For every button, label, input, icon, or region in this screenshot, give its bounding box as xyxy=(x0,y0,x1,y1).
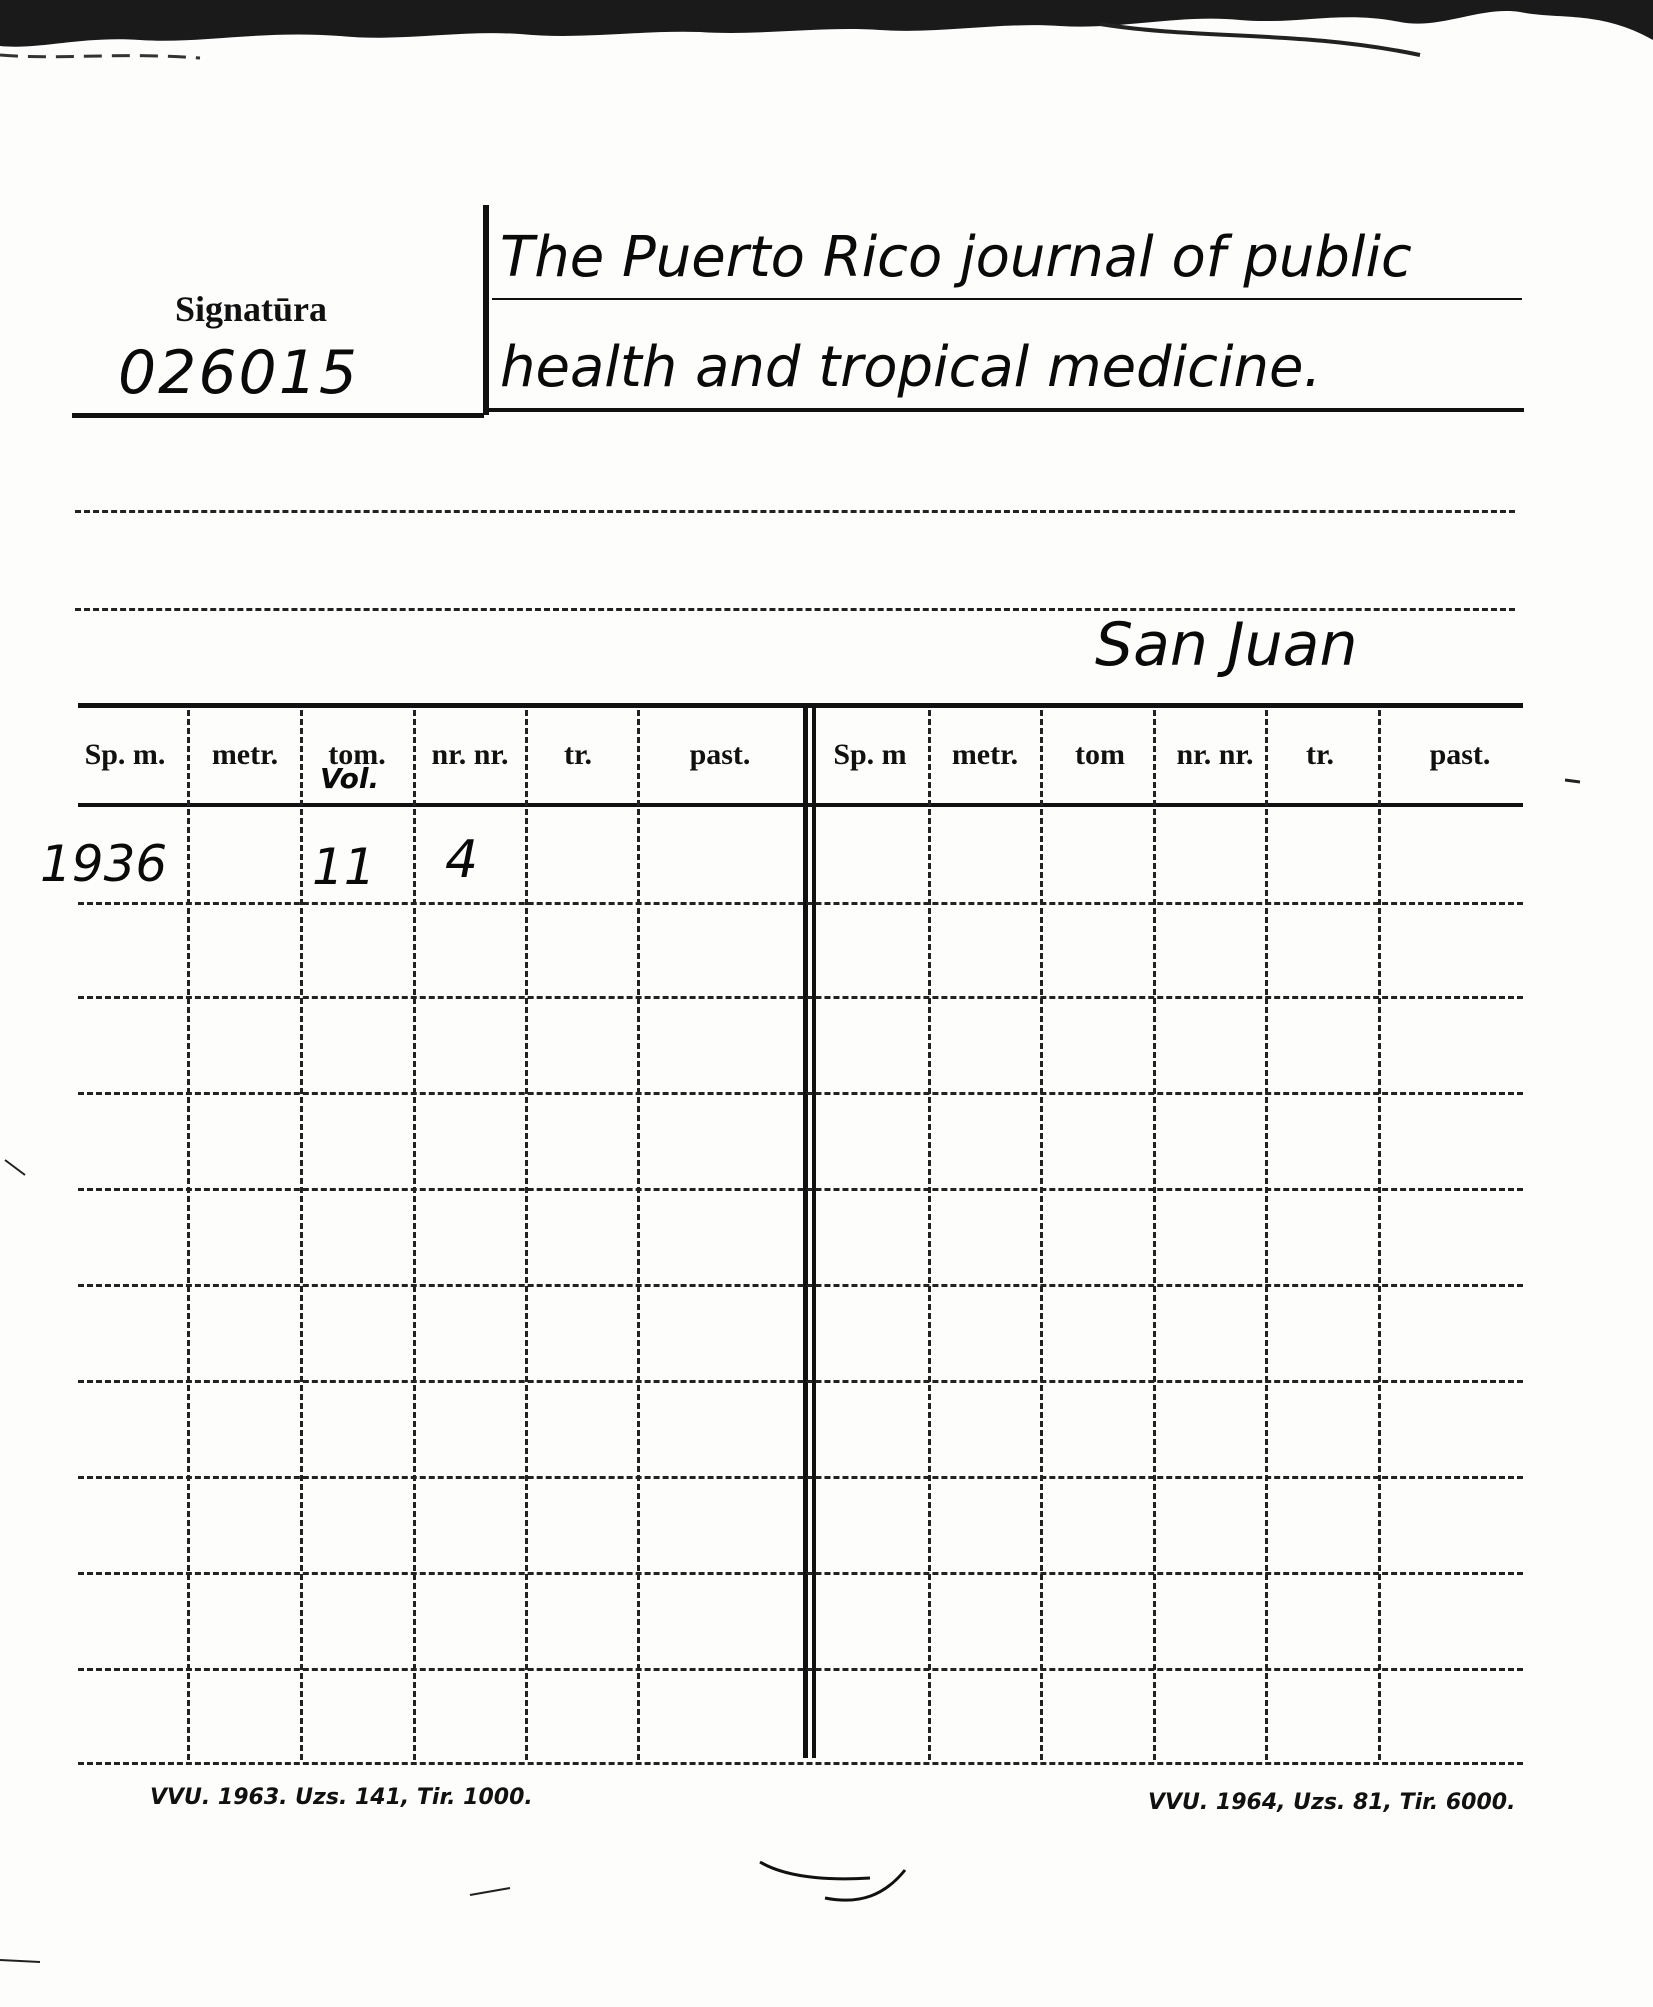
entry-year: 1936 xyxy=(40,835,168,893)
col-header-tom-left: tom. xyxy=(328,738,386,771)
col-header-tr-right: tr. xyxy=(1305,738,1335,771)
col-header-metr-left: metr. xyxy=(211,738,279,771)
col-header-metr-right: metr. xyxy=(951,738,1019,771)
signature-number: 026015 xyxy=(118,338,360,408)
col-header-vol-overwrite: Vol. xyxy=(320,762,380,795)
entry-volume: 11 xyxy=(312,838,376,896)
place-of-publication: San Juan xyxy=(1095,610,1358,680)
col-header-sp-m-right: Sp. m xyxy=(833,738,907,771)
journal-title-line2: health and tropical medicine. xyxy=(500,335,1322,400)
col-header-past-right: past. xyxy=(1429,738,1491,771)
signature-label: Signatūra xyxy=(175,289,328,329)
col-header-sp-m-left: Sp. m. xyxy=(84,738,166,771)
col-header-nrnr-left: nr. nr. xyxy=(431,738,509,771)
col-header-nrnr-right: nr. nr. xyxy=(1176,738,1254,771)
journal-title-line1: The Puerto Rico journal of public xyxy=(500,225,1412,290)
col-header-past-left: past. xyxy=(689,738,751,771)
footer-print-note-left: VVU. 1963. Uzs. 141, Tir. 1000. xyxy=(150,1785,533,1810)
entry-number: 4 xyxy=(445,830,479,890)
col-header-tr-left: tr. xyxy=(563,738,593,771)
footer-print-note-right: VVU. 1964, Uzs. 81, Tir. 6000. xyxy=(1148,1790,1516,1815)
col-header-tom-right: tom xyxy=(1075,738,1125,771)
